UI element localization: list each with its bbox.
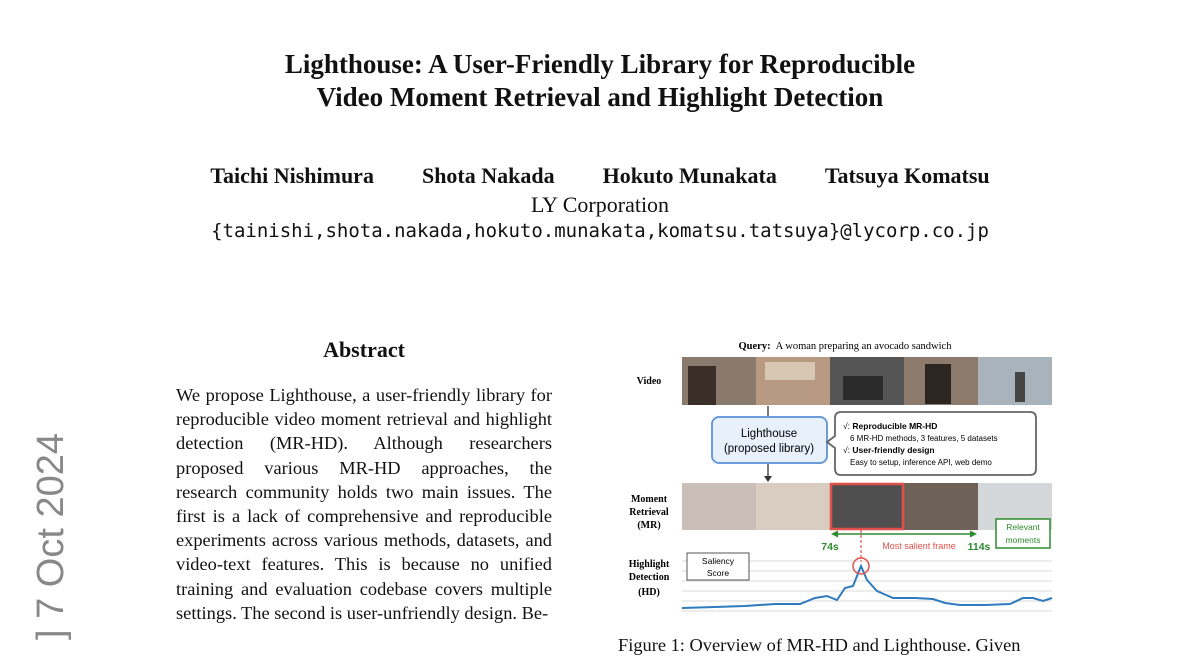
title-line-2: Video Moment Retrieval and Highlight Detection	[316, 82, 884, 112]
arxiv-stamp: ] 7 Oct 2024	[30, 432, 72, 640]
video-frame-5-person	[1015, 372, 1025, 402]
lighthouse-box	[712, 417, 827, 463]
query-label: Query:	[738, 341, 771, 352]
affiliation: LY Corporation	[530, 192, 670, 217]
feature-2-title	[843, 445, 935, 455]
video-frame-3-appliance	[843, 376, 883, 400]
relevant-line-1: Relevant	[1006, 522, 1040, 532]
author-2: Shota Nakada	[421, 163, 555, 188]
arrowhead-mr	[764, 476, 772, 482]
moment-span-right-head	[970, 531, 977, 538]
hd-label-line-2: Detection	[628, 572, 670, 583]
mr-frame-2	[756, 483, 830, 530]
saliency-line-2: Score	[706, 568, 730, 578]
figure-query	[739, 341, 953, 352]
title-line-1: Lighthouse: A User-Friendly Library for Reproducible	[284, 49, 916, 79]
mr-label-line-2: Retrieval	[629, 507, 669, 518]
feature-1-desc: 6 MR-HD methods, 3 features, 5 datasets	[850, 434, 998, 443]
video-frame-2-shelf	[765, 362, 815, 380]
author-list	[0, 163, 1200, 189]
author-1: Taichi Nishimura	[210, 163, 374, 188]
paper-title	[0, 48, 1200, 114]
mr-label-line-1: Moment	[630, 494, 668, 505]
feature-1-title	[843, 421, 937, 431]
video-frame-4-person	[925, 364, 951, 404]
hd-label-line-1: Highlight	[628, 559, 670, 570]
mr-frame-4	[904, 483, 978, 530]
lighthouse-title: Lighthouse	[740, 428, 798, 440]
abstract-text: We propose Lighthouse, a user-friendly library for reproducible video moment retrieval and highlight detection (MR-HD). Although researchers proposed various MR-HD approaches, the research community holds two main issues. The first is a lack of comprehensive and reproducible experiments across various methods, datasets, and video-text features. This is because no unified training and evaluation codebase covers multiple settings. The second is user-unfriendly design. Be-	[176, 385, 552, 623]
most-salient-label: Most salient frame	[882, 541, 956, 551]
feature-2-desc: Easy to setup, inference API, web demo	[850, 458, 992, 467]
check-mark-2: √:	[843, 445, 851, 455]
author-4: Tatsuya Komatsu	[824, 163, 990, 188]
check-mark-1: √:	[843, 421, 851, 431]
abstract-heading: Abstract	[323, 337, 405, 362]
lighthouse-subtitle: (proposed library)	[723, 443, 815, 455]
moment-span-left-head	[831, 531, 838, 538]
video-row-label: Video	[636, 376, 662, 387]
feature-2-heading: User-friendly design	[852, 445, 935, 455]
video-frame-1-person	[688, 366, 716, 405]
mr-frame-1	[682, 483, 756, 530]
relevant-line-2: moments	[1005, 535, 1041, 545]
moment-end-time: 114s	[967, 541, 991, 553]
mr-label-line-3: (MR)	[637, 520, 661, 531]
video-frames	[682, 357, 1052, 405]
author-emails: {tainishi,shota.nakada,hokuto.munakata,komatsu.tatsuya}@lycorp.co.jp	[211, 220, 989, 242]
author-3: Hokuto Munakata	[602, 163, 777, 188]
mr-frame-3	[830, 483, 904, 530]
figure-caption: Figure 1: Overview of MR-HD and Lighthouse. Given	[618, 635, 1021, 655]
query-text: A woman preparing an avocado sandwich	[775, 341, 952, 352]
overview-figure	[615, 336, 1065, 626]
saliency-line-1: Saliency	[701, 556, 735, 566]
hd-label-line-3: (HD)	[638, 587, 660, 598]
feature-1-heading: Reproducible MR-HD	[852, 421, 938, 431]
moment-start-time: 74s	[821, 541, 839, 553]
